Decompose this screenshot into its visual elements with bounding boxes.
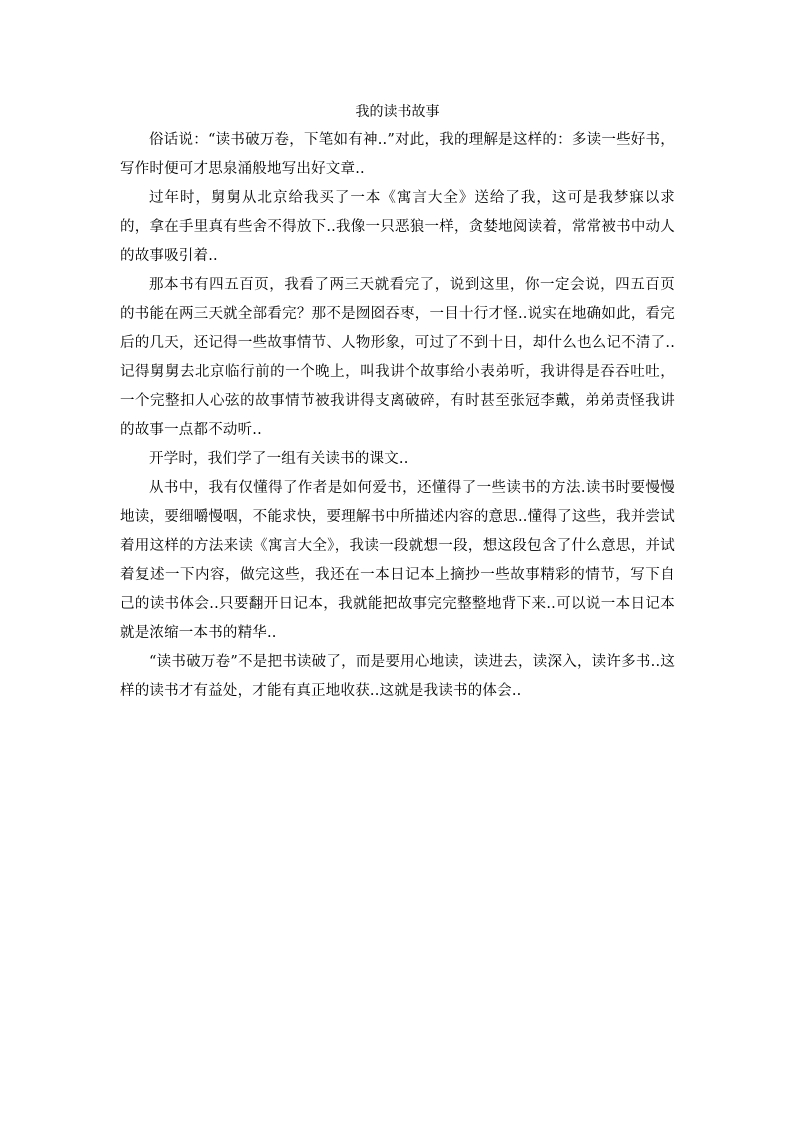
document-title: 我的读书故事 [355,104,440,120]
paragraph-4: 开学时，我们学了一组有关读书的课文.. [149,451,409,467]
paragraph-3: 那本书有四五百页，我看了两三天就看完了，说到这里，你一定会说，四五百页的书能在两三天就全部看完？那不是囫囵吞枣，一目十行才怪..说实在地确如此，看完后的几天，还记得一些故事情节、人物形象，可过了不到十日，却什么也么记不清了..记得舅舅去北京临行前的一个晚上，叫我讲个故事给小表弟听，我讲得是吞吞吐吐，一个完整扣人心弦的故事情节被我讲得支离破碎，有时甚至张冠李戴，弟弟责怪我讲的故事一点都不动听.. [120,277,675,438]
paragraph-2: 过年时，舅舅从北京给我买了一本《寓言大全》送给了我，这可是我梦寐以求的，拿在手里真有些舍不得放下..我像一只恶狼一样，贪婪地阅读着，常常被书中动人的故事吸引着.. [120,190,675,264]
paragraph-5: 从书中，我有仅懂得了作者是如何爱书，还懂得了一些读书的方法.读书时要慢慢地读，要细嚼慢咽，不能求快，要理解书中所描述内容的意思..懂得了这些，我并尝试着用这样的方法来读《寓言大全》，我读一段就想一段，想这段包含了什么意思，并试着复述一下内容，做完这些，我还在一本日记本上摘抄一些故事精彩的情节，写下自己的读书体会..只要翻开日记本，我就能把故事完完整整地背下来..可以说一本日记本就是浓缩一本书的精华.. [120,480,675,641]
document-body [120,98,675,706]
paragraph-6: “读书破万卷”不是把书读破了，而是要用心地读，读进去，读深入，读许多书..这样的读书才有益处，才能有真正地收获..这就是我读书的体会.. [120,654,675,699]
paragraph-1: 俗话说：“读书破万卷，下笔如有神..”对此，我的理解是这样的：多读一些好书，写作时便可才思泉涌般地写出好文章.. [120,132,675,177]
